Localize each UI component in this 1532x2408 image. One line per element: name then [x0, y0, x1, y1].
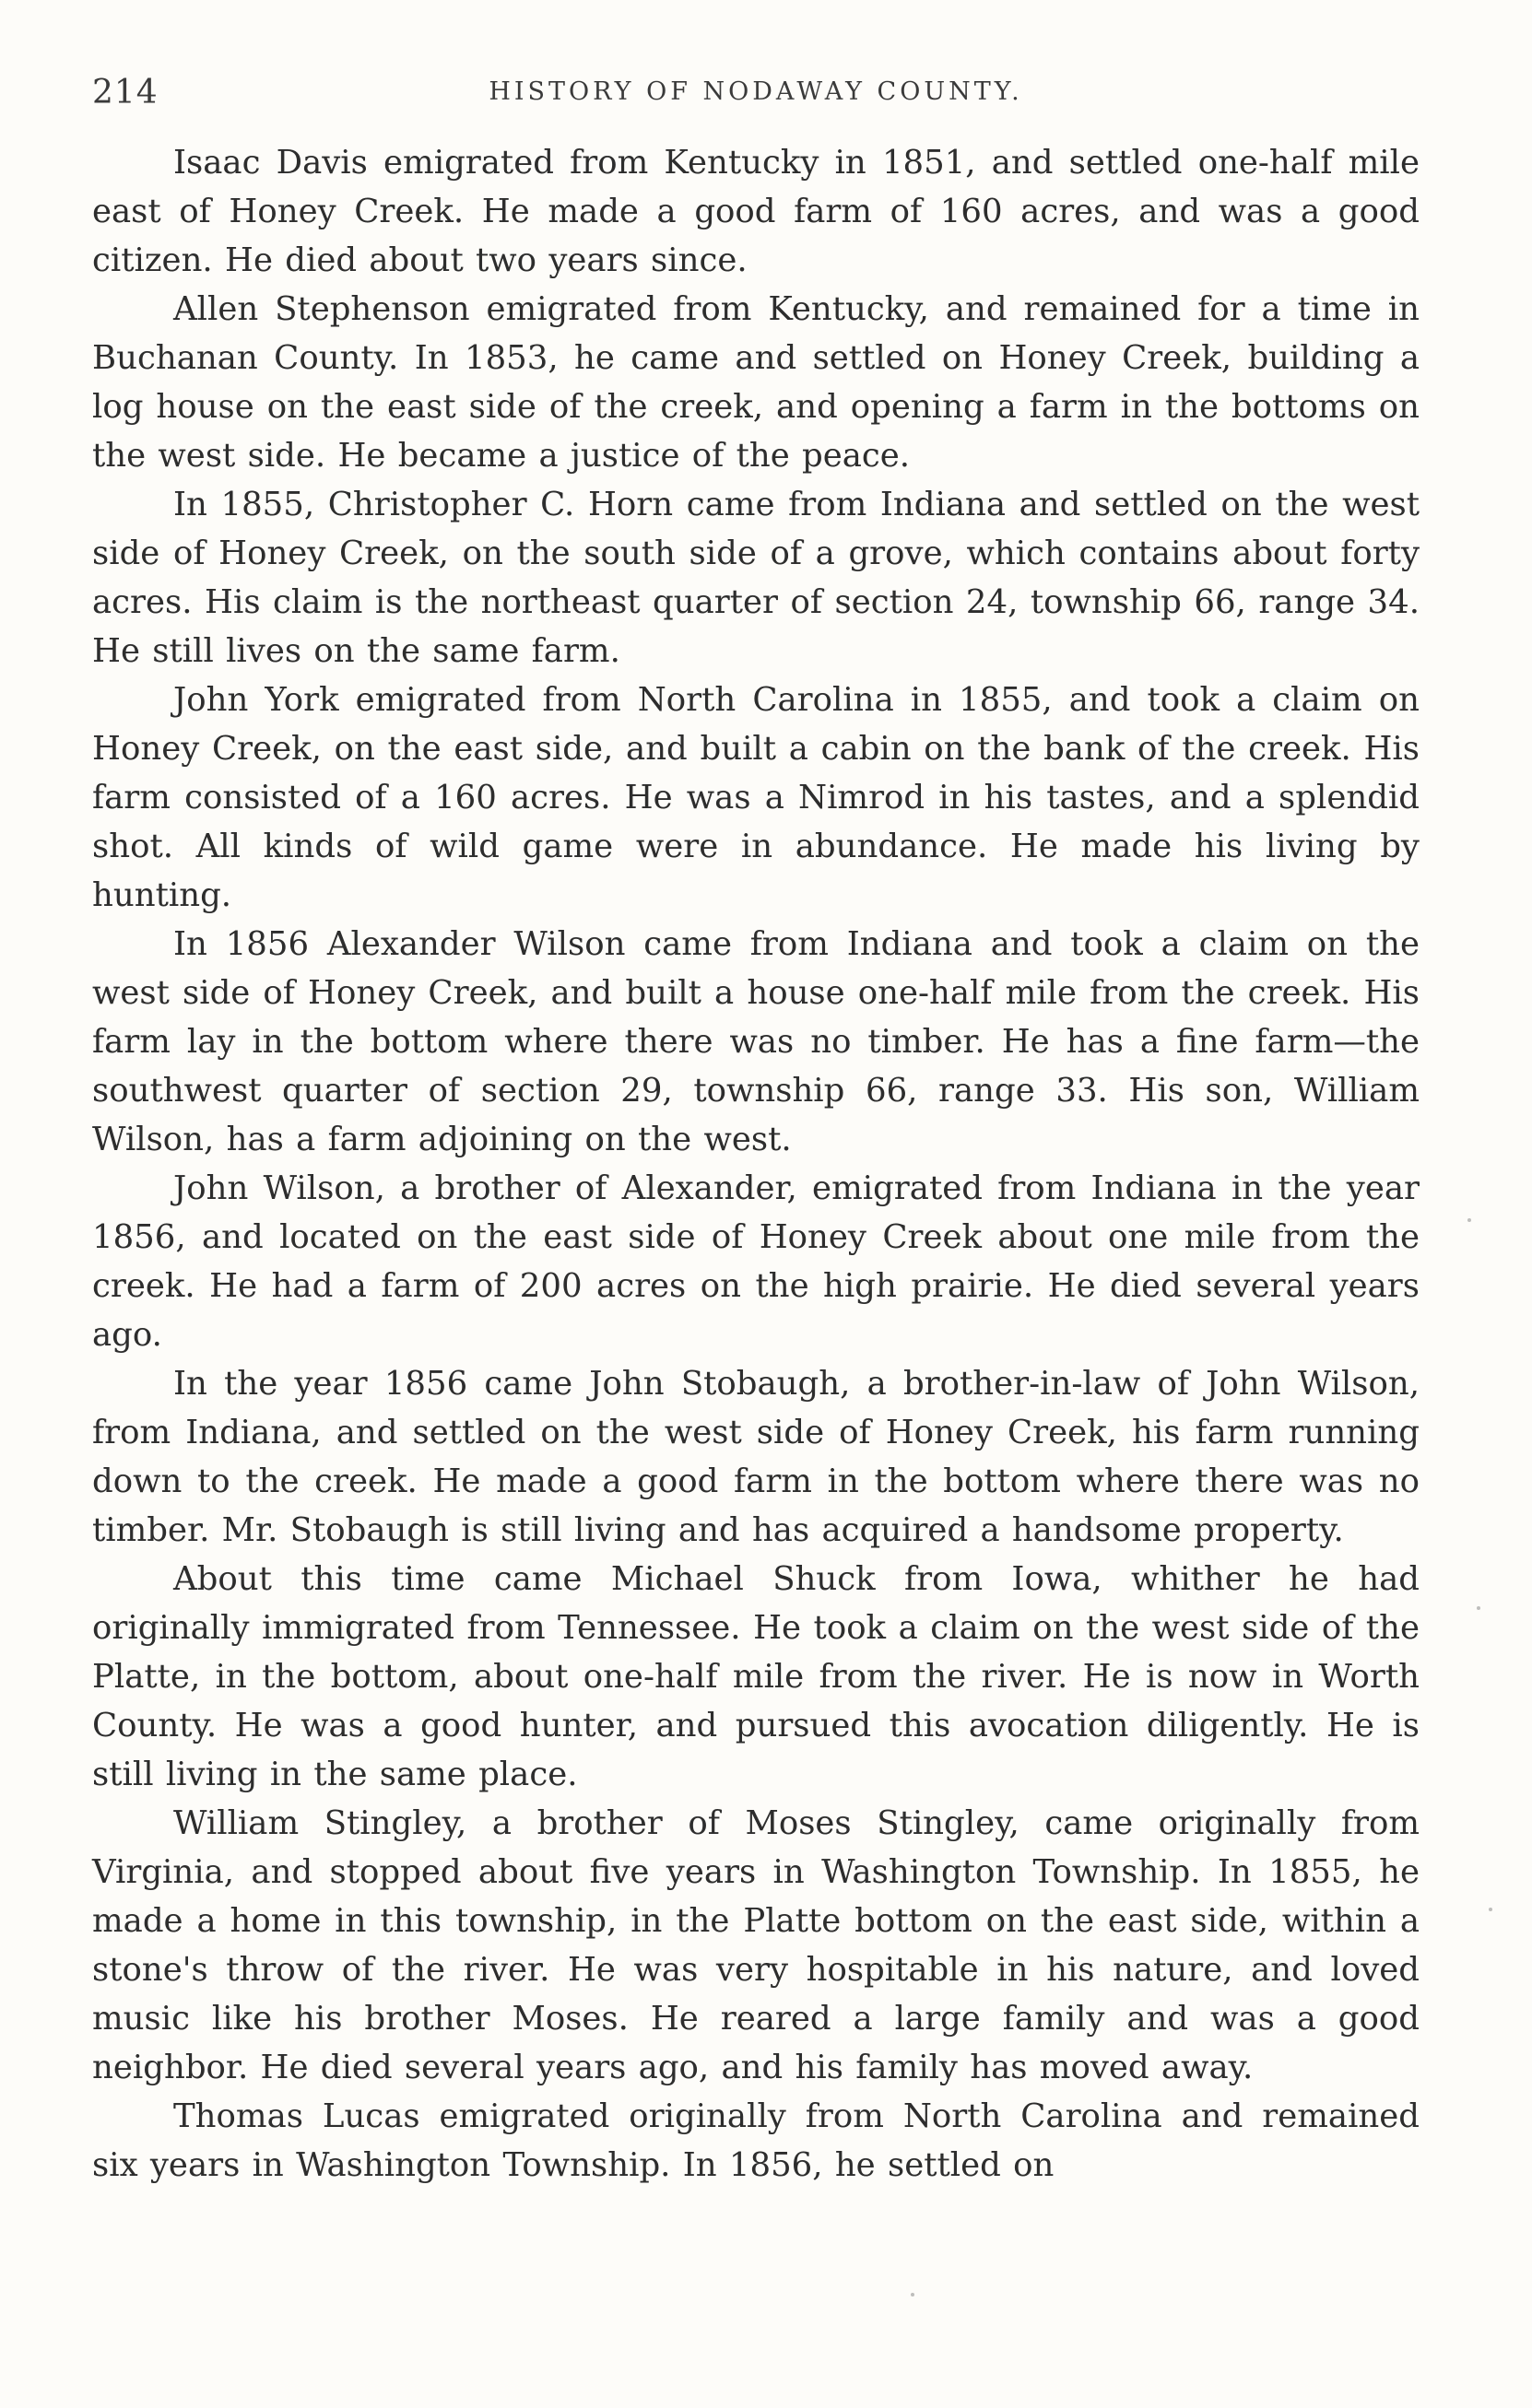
- paragraph-john-wilson: John Wilson, a brother of Alexander, emigrated from Indiana in the year 1856, and located on the east side of Honey Creek about one mile from the creek. He had a farm of 200 acres on the high prairie. He died several years ago.: [92, 1169, 1420, 1354]
- paper-speck: [911, 2293, 914, 2296]
- page-number: 214: [92, 74, 159, 112]
- paragraph-john-york: John York emigrated from North Carolina in 1855, and took a claim on Honey Creek, on the east side, and built a cabin on the bank of the creek. His farm consisted of a 160 acres. He was a Nimrod in his tastes, and a splendid shot. All kinds of wild game were in abundance. He made his living by hunting.: [92, 681, 1420, 914]
- paragraph-alexander-wilson: In 1856 Alexander Wilson came from Indiana and took a claim on the west side of Honey Creek, and built a house one-half mile from the creek. His farm lay in the bottom where there was no timber. He has a fine farm—the southwest quarter of section 29, township 66, range 33. His son, William Wilson, has a farm adjoining on the west.: [92, 925, 1420, 1158]
- paper-speck: [1477, 1606, 1480, 1610]
- paragraph-christopher-horn: In 1855, Christopher C. Horn came from Indiana and settled on the west side of Honey Creek, on the south side of a grove, which contains about forty acres. His claim is the northeast quarter of section 24, township 66, range 34. He still lives on the same farm.: [92, 486, 1420, 670]
- page-header-title: HISTORY OF NODAWAY COUNTY.: [489, 77, 1023, 106]
- paragraph-john-stobaugh: In the year 1856 came John Stobaugh, a brother-in-law of John Wilson, from Indiana, and settled on the west side of Honey Creek, his farm running down to the creek. He made a good farm in the bottom where there was no timber. Mr. Stobaugh is still living and has acquired a handsome property.: [92, 1365, 1420, 1549]
- body-text: [92, 138, 1420, 2190]
- paragraph-isaac-davis: Isaac Davis emigrated from Kentucky in 1851, and settled one-half mile east of Honey Creek. He made a good farm of 160 acres, and was a good citizen. He died about two years since.: [92, 144, 1420, 279]
- paper-speck: [1467, 1218, 1471, 1222]
- paragraph-william-stingley: William Stingley, a brother of Moses Stingley, came originally from Virginia, and stopped about five years in Washington Township. In 1855, he made a home in this township, in the Platte bottom on the east side, within a stone's throw of the river. He was very hospitable in his nature, and loved music like his brother Moses. He reared a large family and was a good neighbor. He died several years ago, and his family has moved away.: [92, 1804, 1420, 2086]
- paragraph-allen-stephenson: Allen Stephenson emigrated from Kentucky, and remained for a time in Buchanan County. In 1853, he came and settled on Honey Creek, building a log house on the east side of the creek, and opening a farm in the bottoms on the west side. He became a justice of the peace.: [92, 290, 1420, 475]
- paragraph-thomas-lucas: Thomas Lucas emigrated originally from North Carolina and remained six years in Washington Township. In 1856, he settled on: [92, 2097, 1420, 2184]
- paper-speck: [1489, 1908, 1492, 1911]
- paragraph-michael-shuck: About this time came Michael Shuck from Iowa, whither he had originally immigrated from Tennessee. He took a claim on the west side of the Platte, in the bottom, about one-half mile from the river. He is now in Worth County. He was a good hunter, and pursued this avocation diligently. He is still living in the same place.: [92, 1560, 1420, 1793]
- running-head: [92, 74, 1420, 120]
